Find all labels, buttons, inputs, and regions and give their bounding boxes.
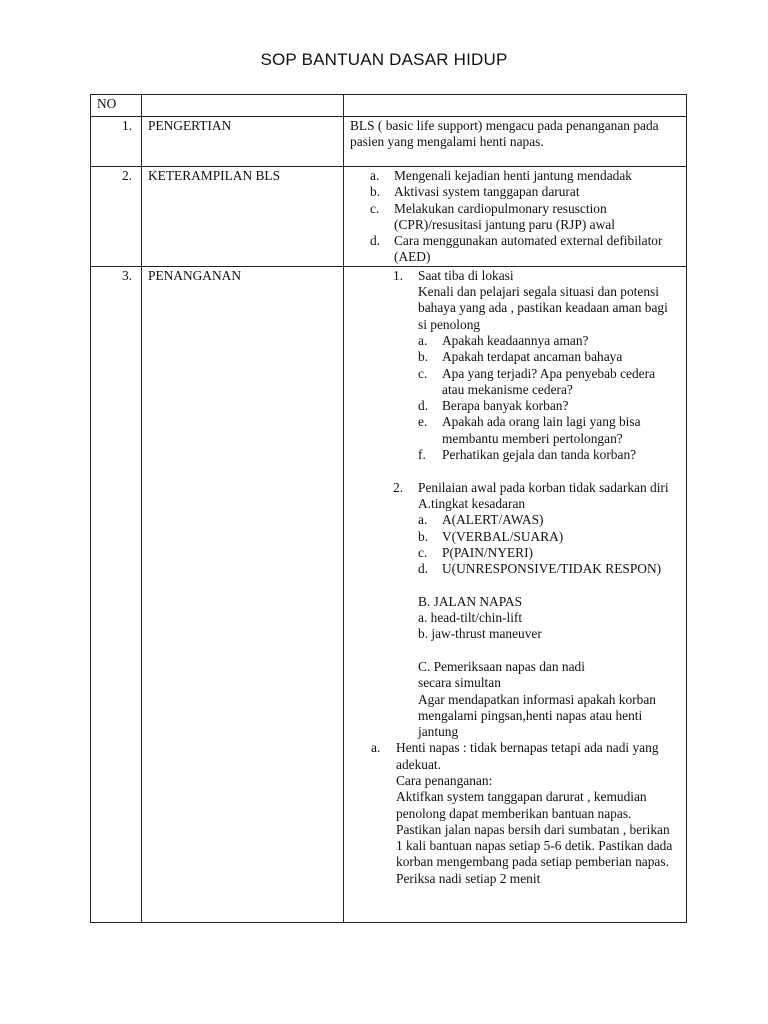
case-line: Henti napas : tidak bernapas tetapi ada nadi yang adekuat. (396, 740, 659, 772)
case-a: a. Henti napas : tidak bernapas tetapi ada nadi yang adekuat. Cara penanganan: Aktifkan system tanggapan darurat , kemudian penolong dapat memberikan bantuan napas. Pastikan jalan napas bersih dari sumbatan , berikan 1 kali bantuan napas setiap 5-6 detik. Pastikan dada korban mengembang pada setiap pemberian napas. Periksa nadi setiap 2 menit (344, 740, 680, 887)
row-number: 1. (91, 117, 142, 167)
step-2: 2. Penilaian awal pada korban tidak sadarkan diri A.tingkat kesadaran a. A(ALERT/AWAS) b. V(VERBAL/SUARA) c. P(PAIN/NYERI) d. U(UNRESPONSIVE/TIDAK RESPON) B. JALAN NAPAS a. head-tilt/chin-lift b. jaw-thrust maneuver C. Pemeriksaan napas dan nadi secara simultan Agar mendapatkan informasi apakah korban mengalami pingsan,henti napas atau henti jantung (344, 480, 680, 741)
case-line: Pastikan jalan napas bersih dari sumbatan , berikan 1 kali bantuan napas setiap 5-6 detik. Pastikan dada korban mengembang pada setiap pemberian napas. (396, 821, 673, 870)
list-item: b. Aktivasi system tanggapan darurat (370, 184, 580, 200)
list-item: b. Apakah terdapat ancaman bahaya (418, 349, 623, 365)
sub-heading-c: C. Pemeriksaan napas dan nadi secara simultan (418, 658, 585, 691)
list-item: d. U(UNRESPONSIVE/TIDAK RESPON) (418, 561, 662, 577)
case-line: Aktifkan system tanggapan darurat , kemudian penolong dapat memberikan bantuan napas. (396, 789, 647, 821)
step-heading: Penilaian awal pada korban tidak sadarkan diri (418, 479, 669, 495)
table-row-pengertian (91, 117, 687, 167)
sub-heading-b: B. JALAN NAPAS (418, 593, 523, 609)
row-topic: KETERAMPILAN BLS (142, 167, 344, 267)
list-item: b. V(VERBAL/SUARA) (418, 528, 564, 544)
list-item: f. Perhatikan gejala dan tanda korban? (418, 447, 637, 463)
step-heading: Saat tiba di lokasi (418, 267, 514, 283)
list-item: a. A(ALERT/AWAS) (418, 512, 544, 528)
row-description (344, 167, 687, 267)
header-row (91, 95, 687, 117)
row-description (344, 266, 687, 922)
sub-c-text: Agar mendapatkan informasi apakah korban mengalami pingsan,henti napas atau henti jantung (418, 691, 656, 740)
row-number: 2. (91, 167, 142, 267)
list-item: a. head-tilt/chin-lift (418, 610, 523, 626)
list-item: c. Melakukan cardiopulmonary resusction (CPR)/resusitasi jantung paru (RJP) awal (370, 200, 615, 232)
list-item: a. Mengenali kejadian henti jantung mendadak (370, 168, 632, 183)
list-item: c. Apa yang terjadi? Apa penyebab cedera atau mekanisme cedera? (418, 365, 656, 397)
sub-heading-a: A.tingkat kesadaran (418, 495, 526, 511)
case-line: Cara penanganan: (396, 772, 493, 788)
row-topic: PENGERTIAN (142, 117, 344, 167)
table-row-keterampilan (91, 167, 687, 267)
step-intro: Kenali dan pelajari segala situasi dan potensi bahaya yang ada , pastikan keadaan aman bagi si penolong (418, 284, 668, 332)
list-item: c. P(PAIN/NYERI) (418, 544, 534, 560)
header-col2 (142, 95, 344, 117)
list-item: e. Apakah ada orang lain lagi yang bisa membantu memberi pertolongan? (418, 414, 641, 446)
row-number: 3. (91, 266, 142, 922)
sop-table (90, 94, 687, 923)
document-title: SOP BANTUAN DASAR HIDUP (260, 50, 508, 69)
row-topic: PENANGANAN (142, 266, 344, 922)
list-item: a. Apakah keadaannya aman? (418, 332, 589, 348)
row-description: BLS ( basic life support) mengacu pada penanganan pada pasien yang mengalami henti napas. (344, 117, 687, 167)
case-line: Periksa nadi setiap 2 menit (396, 870, 541, 886)
list-item: d. Cara menggunakan automated external defibilator (AED) (370, 233, 663, 265)
table-row-penanganan (91, 266, 687, 922)
list-item: d. Berapa banyak korban? (418, 398, 569, 414)
list-item: b. jaw-thrust maneuver (418, 626, 542, 642)
header-col3 (344, 95, 687, 117)
header-no: NO (91, 95, 142, 117)
step-1: 1. Saat tiba di lokasi Kenali dan pelajari segala situasi dan potensi bahaya yang ada , pastikan keadaan aman bagi si penolong a. Apakah keadaannya aman? b. Apakah terdapat ancaman bahaya c. Apa yang terjadi? Apa penyebab cedera atau mekanisme cedera? d. Berapa banyak korban? e. Apakah ada orang lain lagi yang bisa membantu memberi pertolongan? f. Perhatikan gejala dan tanda korban? (344, 268, 680, 464)
